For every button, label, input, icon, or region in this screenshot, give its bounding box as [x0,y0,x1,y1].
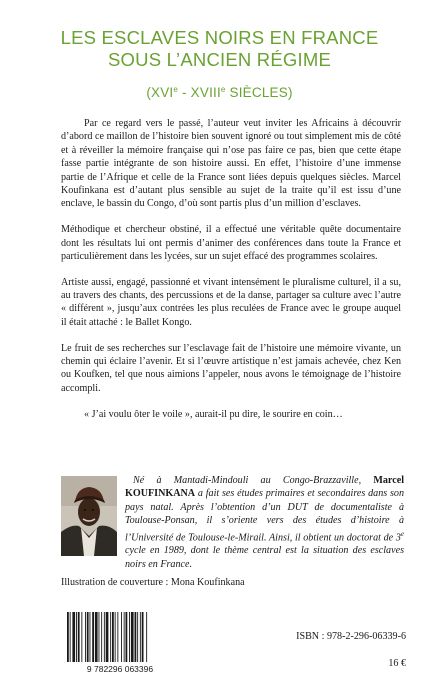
barcode-bar [146,612,147,662]
barcode-bar [135,612,137,662]
blurb-paragraph: Le fruit de ses recherches sur l’esclavage fait de l’histoire une mémoire vivante, un chemin qui éclaire l’avenir. Et si l’œuvre artistique n’est jamais achevée, chez Ken ou Koufken, tel que nous aimions l’appeler, nous avons le témoignage de l’histoire accompli. [61,342,401,394]
barcode-bar [85,612,86,662]
period-start-sup: e [173,85,179,94]
author-bio [125,474,404,571]
barcode [61,612,179,674]
barcode-bar [95,612,98,662]
book-title-line-2: SOUS L’ANCIEN RÉGIME [108,49,331,70]
author-bio-body: a fait ses études primaires et secondaires dans son pays natal. Après l’obtention d’un DUT de documentaliste à Toulouse-Ponsan, il s’oriente vers des études d’histoire à l’Université de Toulouse-le-Mirail. Ainsi, il obtient un doctorat de 3 [125,488,404,543]
barcode-bar [67,612,69,662]
barcode-digits: 9 782296 063396 [86,664,154,674]
barcode-bar [112,612,114,662]
barcode-bar [124,612,125,662]
barcode-bar [81,612,82,662]
barcode-bar [101,612,102,662]
barcode-bar [129,612,130,662]
author-bio-sup: e [400,529,404,538]
barcode-bar [126,612,128,662]
blurb-paragraph: Artiste aussi, engagé, passionné et vivant intensément le pluralisme culturel, il a su, au travers des chants, des percussions et de la danse, partager sa culture avec l’autre « différent », jusqu’aux contrées les plus reculées de France avec le groupe auquel il était attaché : le Ballet Kongo. [61,276,401,328]
price: 16 € [388,658,406,669]
blurb-paragraph: Par ce regard vers le passé, l’auteur veut inviter les Africains à découvrir d’abord ce maillon de l’histoire bien souvent ignoré ou tout simplement mis de côté et à réveiller la mémoire française qui n’ose pas faire ce pas, bien que cette étape fasse partie intégrante de son histoire aussi. En effet, l’histoire d’une immense partie de l’Afrique et celle de la France sont liées depuis quelques siècles. Marcel Koufinkana est d’autant plus sensible au sujet de la traite qu’il est issu d’une enclave, le bassin du Congo, d’où sont partis plus d’un million d’esclaves. [61,118,401,210]
barcode-bar [137,612,138,662]
blurb-quote: « J’ai voulu ôter le voile », aurait-il pu dire, le sourire en coin… [84,408,343,420]
barcode-bar [87,612,89,662]
period-end-sup: e [220,85,226,94]
barcode-bar [106,612,109,662]
author-portrait [61,476,117,556]
barcode-bar [104,612,105,662]
author-name: Marcel KOUFINKANA [125,475,404,500]
barcode-bar [78,612,80,662]
author-bio-intro: Né à Mantadi-Mindouli au Congo-Brazzaville, [133,475,374,486]
period-end: XVIII [190,85,221,100]
barcode-bar [142,612,144,662]
cover-illustration-credit: Illustration de couverture : Mona Koufinkana [61,577,245,588]
author-bio-end: cycle en 1989, dont le thème central est la situation des esclaves noirs en France. [125,545,404,570]
barcode-bar [117,612,118,662]
barcode-bar [115,612,116,662]
blurb-paragraph: Méthodique et chercheur obstiné, il a effectué une véritable quête documentaire dont les résultats lui ont permis d’animer des conférences dans toute la France et particulièrement dans les lycées, sur un sujet effacé des programmes scolaires. [61,224,401,262]
period-suffix: SIÈCLES [225,85,288,100]
barcode-bar [140,612,141,662]
book-period-subtitle: (XVIe - XVIIIe SIÈCLES) [146,85,293,100]
author-bio-paragraph [125,474,404,571]
blurb-text [61,117,401,433]
barcode-bar [72,612,75,662]
barcode-bar [76,612,77,662]
book-title-line-1: LES ESCLAVES NOIRS EN FRANCE [60,27,379,48]
period-separator: - [178,85,191,100]
period-start: XVI [151,85,174,100]
barcode-bar [70,612,71,662]
isbn: ISBN : 978-2-296-06339-6 [296,631,406,642]
barcode-bar [90,612,91,662]
barcode-bar [131,612,134,662]
barcode-bar [99,612,100,662]
barcode-bars [67,612,147,662]
barcode-bar [110,612,111,662]
author-portrait-image [61,476,117,556]
barcode-bar [121,612,122,662]
barcode-bar [92,612,94,662]
